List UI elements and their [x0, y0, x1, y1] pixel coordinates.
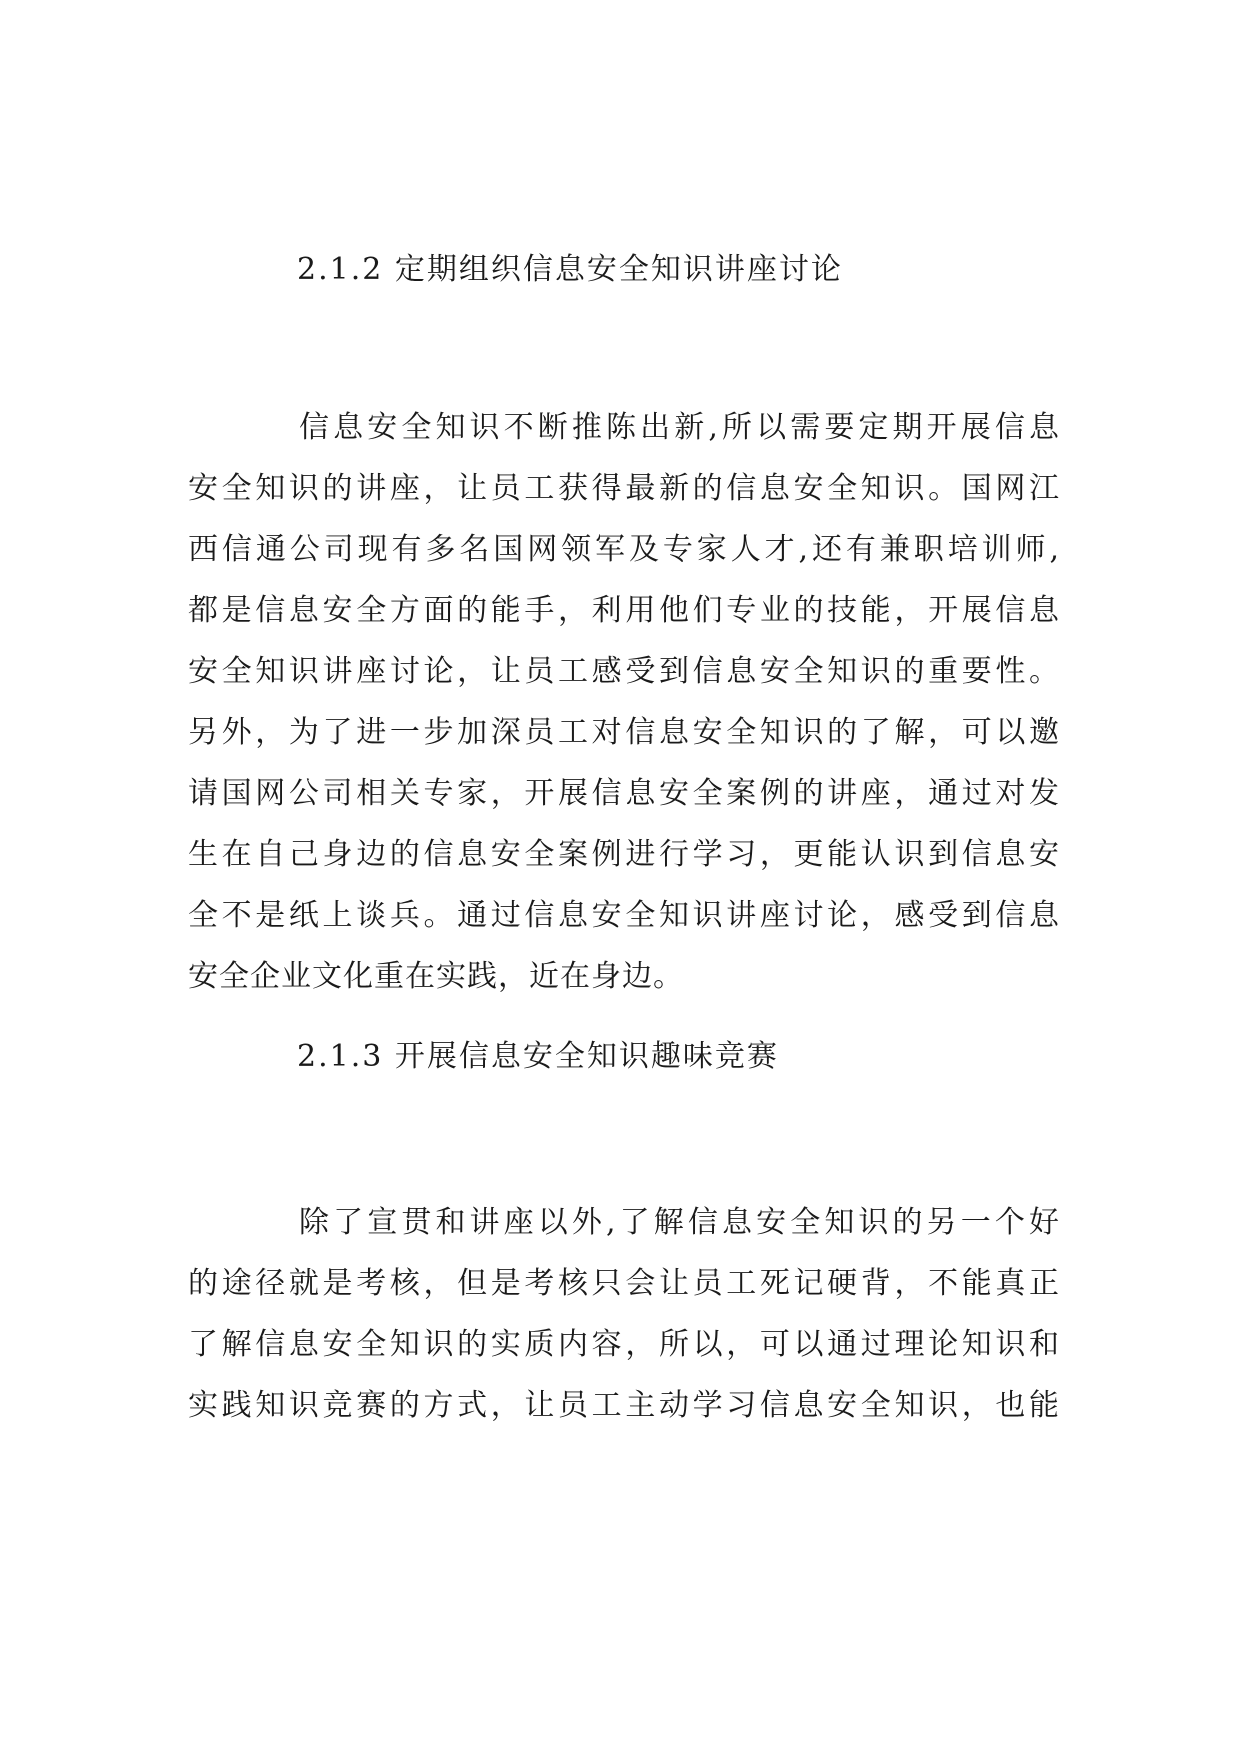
- paragraph-line: 的途径就是考核，但是考核只会让员工死记硬背，不能真正: [188, 1266, 1060, 1301]
- paragraph-line: 都是信息安全方面的能手，利用他们专业的技能，开展信息: [188, 593, 1060, 628]
- paragraph-line: 信息安全知识不断推陈出新,所以需要定期开展信息: [299, 410, 1060, 445]
- paragraph-line: 安全知识讲座讨论，让员工感受到信息安全知识的重要性。: [188, 654, 1060, 689]
- paragraph-line: 西信通公司现有多名国网领军及专家人才,还有兼职培训师,: [188, 532, 1060, 567]
- paragraph-line: 另外，为了进一步加深员工对信息安全知识的了解，可以邀: [188, 715, 1060, 750]
- paragraph-line: 实践知识竞赛的方式，让员工主动学习信息安全知识，也能: [188, 1388, 1060, 1423]
- paragraph-line: 生在自己身边的信息安全案例进行学习，更能认识到信息安: [188, 837, 1060, 872]
- paragraph-line: 请国网公司相关专家，开展信息安全案例的讲座，通过对发: [188, 776, 1060, 811]
- section-paragraph-2-1-3: [188, 1192, 1060, 1436]
- paragraph-line: 全不是纸上谈兵。通过信息安全知识讲座讨论，感受到信息: [188, 898, 1060, 933]
- section-heading-2-1-3: 2.1.3 开展信息安全知识趣味竞赛: [297, 1039, 779, 1074]
- paragraph-line: 了解信息安全知识的实质内容，所以，可以通过理论知识和: [188, 1327, 1060, 1362]
- section-heading-2-1-2: 2.1.2 定期组织信息安全知识讲座讨论: [297, 252, 843, 287]
- paragraph-line: 除了宣贯和讲座以外,了解信息安全知识的另一个好: [299, 1205, 1060, 1240]
- paragraph-line: 安全企业文化重在实践，近在身边。: [188, 959, 684, 994]
- paragraph-line: 安全知识的讲座，让员工获得最新的信息安全知识。国网江: [188, 471, 1060, 506]
- section-paragraph-2-1-2: [188, 397, 1060, 1007]
